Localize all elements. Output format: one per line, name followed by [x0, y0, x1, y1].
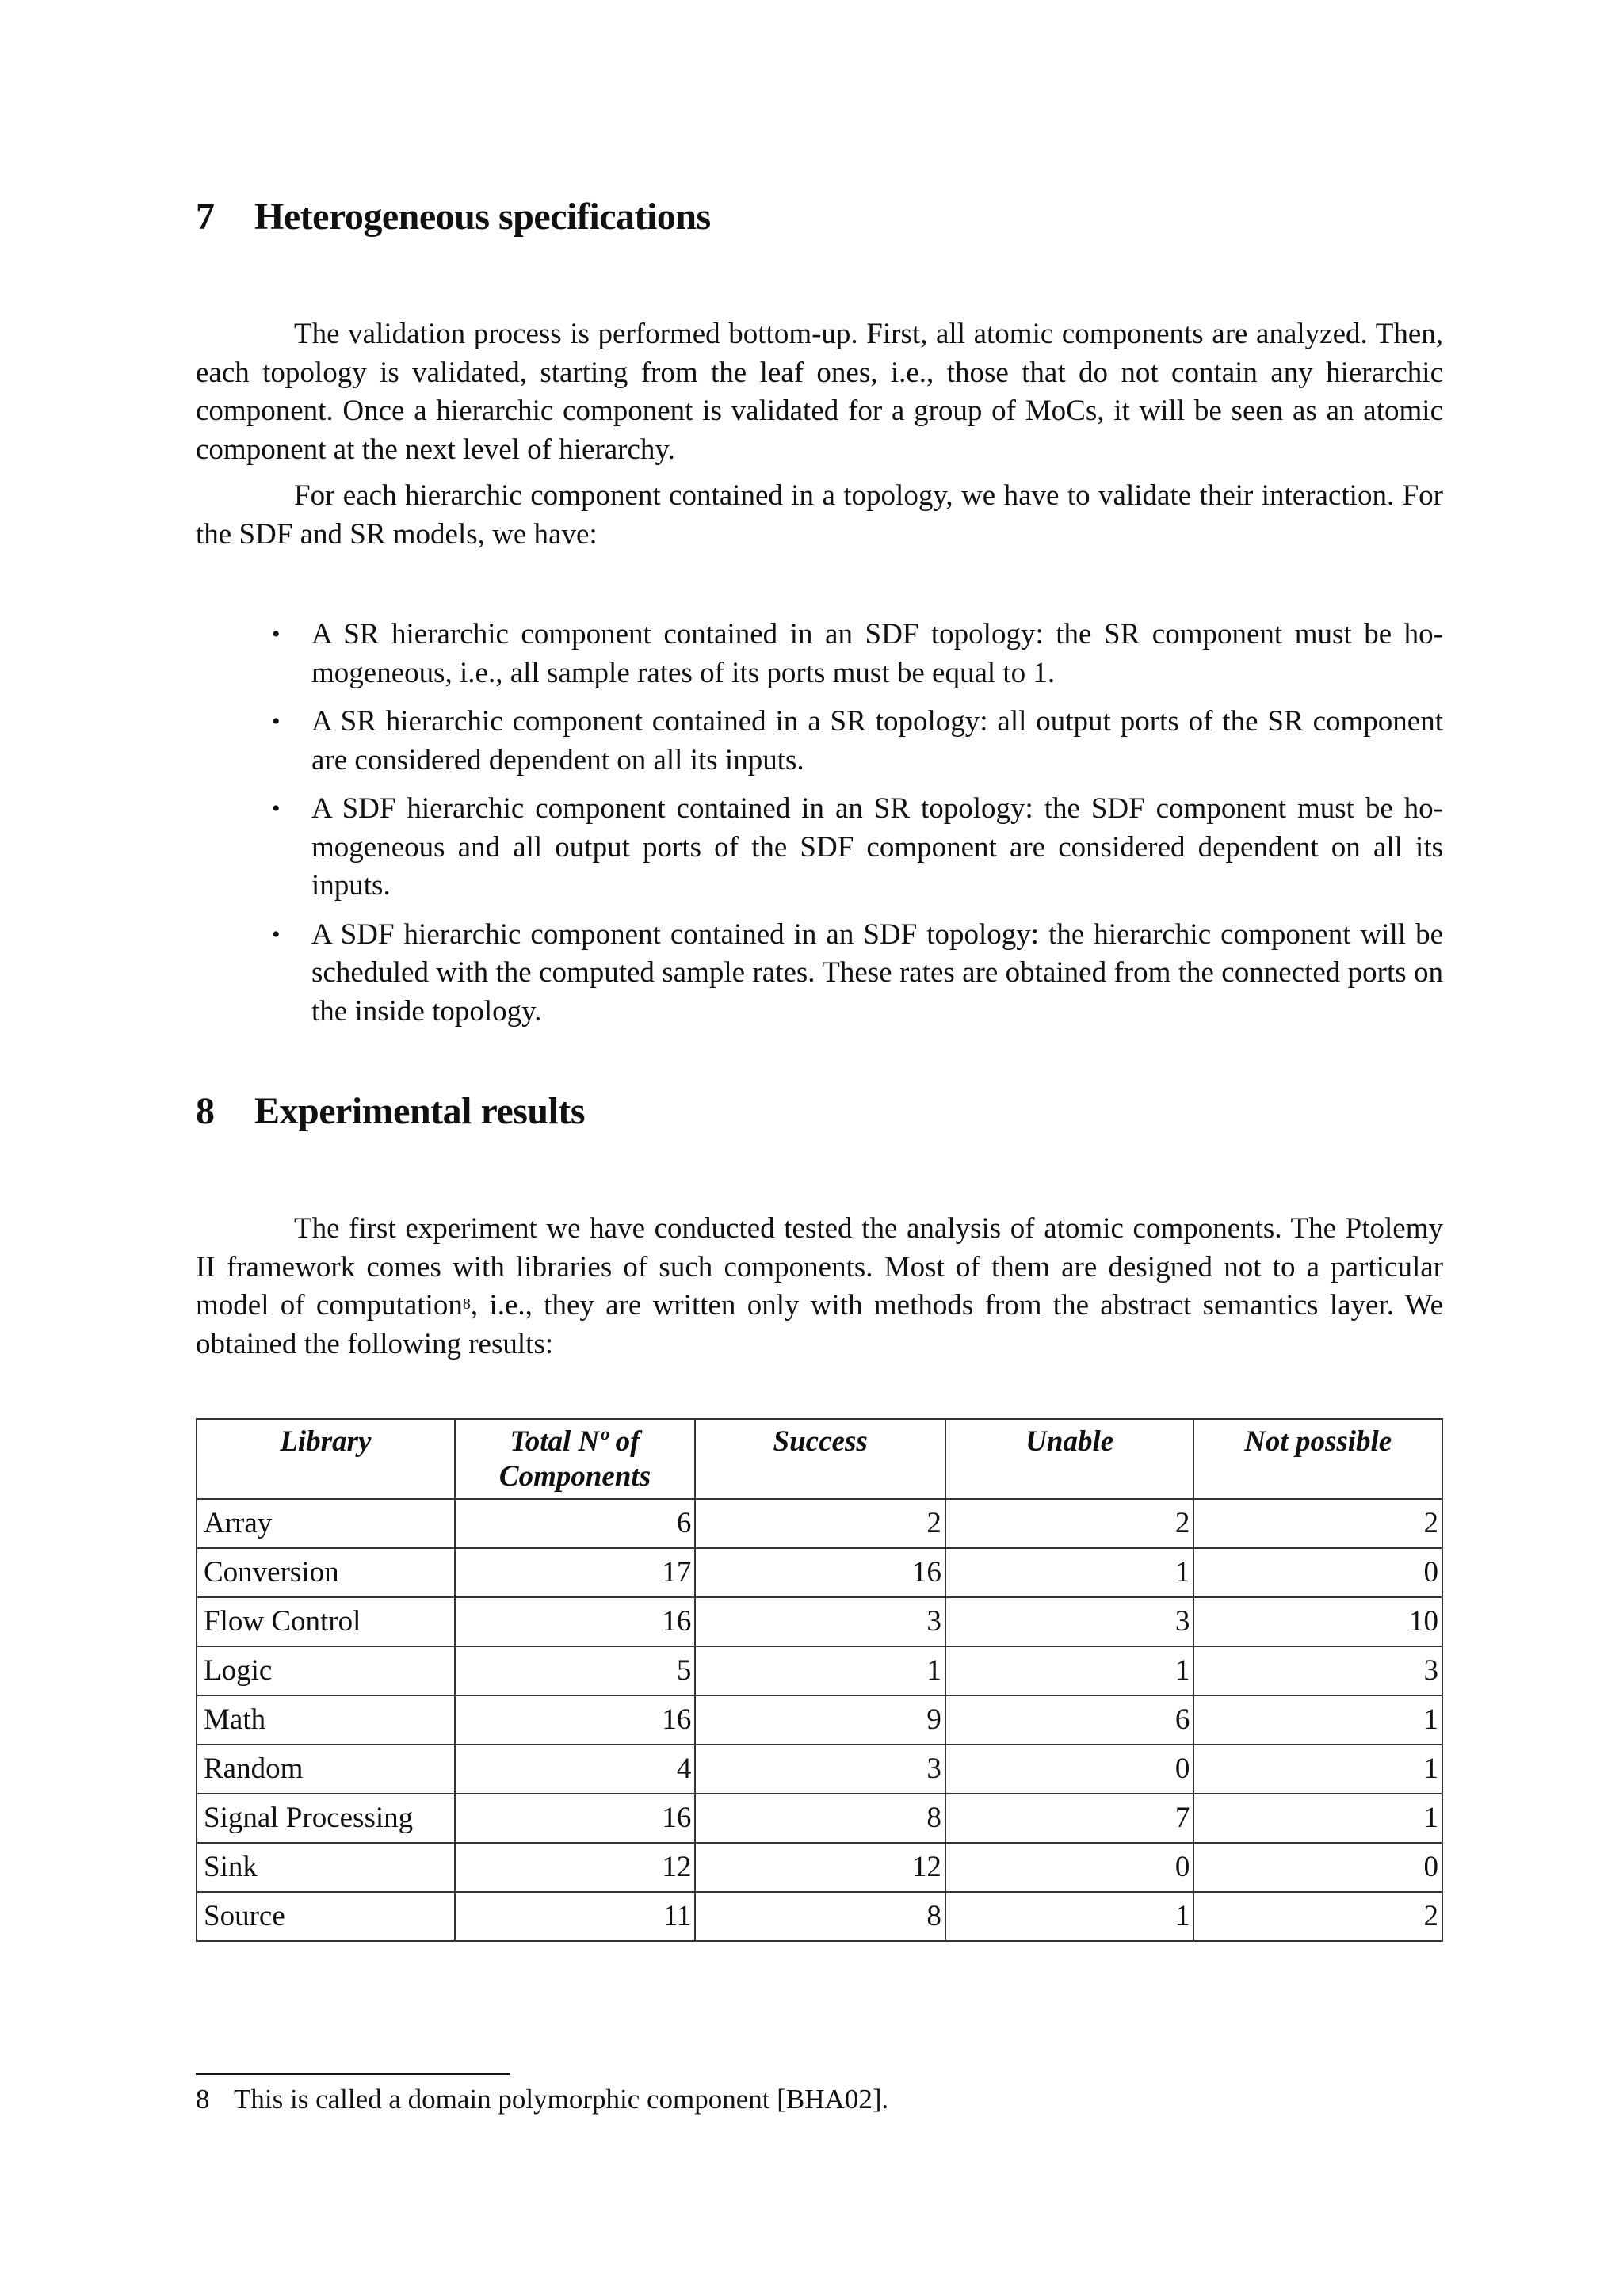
section-8-title: Experimental results: [254, 1090, 586, 1132]
footnote-number: 8: [196, 2084, 210, 2115]
cell-library: Flow Control: [197, 1597, 455, 1646]
footnote-divider: [196, 2073, 510, 2075]
cell-success: 1: [695, 1646, 945, 1695]
footnote: [196, 2081, 888, 2119]
section-7-title: Heterogeneous specifications: [254, 196, 711, 238]
list-item-text: A SR hierarchic component contained in a SR topology: all output ports of the SR component are considered dependent on all its inputs.: [311, 705, 1443, 776]
header-library: Library: [197, 1419, 455, 1499]
section-8-text-part1: The first experiment we have conducted tested the analysis of atomic components. The Ptolemy II framework comes with libraries of such components. Most of them are designed not to a particular model of computation: [196, 1212, 1443, 1322]
cell-total: 17: [455, 1548, 696, 1597]
cell-not-possible: 1: [1193, 1745, 1442, 1794]
header-not-possible: Not possible: [1193, 1419, 1442, 1499]
section-7-heading: [196, 195, 711, 238]
cell-library: Source: [197, 1892, 455, 1941]
cell-success: 9: [695, 1695, 945, 1745]
document-page: [196, 0, 1443, 2296]
interaction-rules-list: [196, 616, 1443, 1041]
cell-success: 3: [695, 1745, 945, 1794]
table-row: [197, 1843, 1442, 1892]
table-row: [197, 1794, 1442, 1843]
cell-not-possible: 1: [1193, 1794, 1442, 1843]
bullet-icon: •: [272, 921, 281, 948]
cell-unable: 6: [945, 1695, 1194, 1745]
cell-success: 12: [695, 1843, 945, 1892]
table-row: [197, 1892, 1442, 1941]
list-item: [196, 703, 1443, 780]
cell-not-possible: 0: [1193, 1843, 1442, 1892]
header-unable: Unable: [945, 1419, 1194, 1499]
list-item: [196, 790, 1443, 906]
cell-total: 16: [455, 1695, 696, 1745]
cell-total: 12: [455, 1843, 696, 1892]
cell-unable: 1: [945, 1646, 1194, 1695]
cell-total: 6: [455, 1499, 696, 1548]
section-7-paragraph-1: The validation process is performed bottom-up. First, all atomic components are analyzed. Then, each topology is validated, starting from the leaf ones, i.e., those that do not contain any hierarchic component. Once a hierarchic component is validated for a group of MoCs, it will be seen as an atomic component at the next level of hierarchy.: [196, 318, 1443, 466]
bullet-icon: •: [272, 621, 281, 647]
cell-not-possible: 10: [1193, 1597, 1442, 1646]
cell-not-possible: 3: [1193, 1646, 1442, 1695]
footnote-marker[interactable]: 8: [462, 1295, 471, 1313]
cell-total: 4: [455, 1745, 696, 1794]
cell-total: 11: [455, 1892, 696, 1941]
cell-not-possible: 0: [1193, 1548, 1442, 1597]
table-row: [197, 1646, 1442, 1695]
list-item-text: A SR hierarchic component contained in an SDF topology: the SR component must be homogeneous, i.e., all sample rates of its ports must be equal to 1.: [311, 618, 1443, 689]
cell-success: 16: [695, 1548, 945, 1597]
section-7-paragraph-2: For each hierarchic component contained in a topology, we have to validate their interaction. For the SDF and SR models, we have:: [196, 479, 1443, 551]
cell-not-possible: 2: [1193, 1499, 1442, 1548]
table-row: [197, 1745, 1442, 1794]
list-item: [196, 916, 1443, 1032]
cell-success: 8: [695, 1892, 945, 1941]
section-8-number: 8: [196, 1090, 215, 1132]
list-item: [196, 616, 1443, 692]
cell-unable: 1: [945, 1892, 1194, 1941]
header-total: Total Nº of Components: [455, 1419, 696, 1499]
cell-library: Random: [197, 1745, 455, 1794]
cell-library: Math: [197, 1695, 455, 1745]
cell-unable: 3: [945, 1597, 1194, 1646]
cell-library: Array: [197, 1499, 455, 1548]
cell-unable: 1: [945, 1548, 1194, 1597]
list-item-text: A SDF hierarchic component contained in an SDF topology: the hierarchic component will be scheduled with the computed sample rates. These rates are obtained from the connected ports on the inside topology.: [311, 917, 1443, 1028]
cell-not-possible: 1: [1193, 1695, 1442, 1745]
cell-total: 16: [455, 1794, 696, 1843]
section-8-paragraph: [196, 1210, 1443, 1363]
table-row: [197, 1695, 1442, 1745]
cell-library: Conversion: [197, 1548, 455, 1597]
footnote-text: This is called a domain polymorphic component [BHA02].: [234, 2084, 889, 2115]
cell-unable: 2: [945, 1499, 1194, 1548]
table-header-row: [197, 1419, 1442, 1499]
bullet-icon: •: [272, 708, 281, 734]
cell-unable: 0: [945, 1843, 1194, 1892]
cell-success: 2: [695, 1499, 945, 1548]
cell-library: Signal Processing: [197, 1794, 455, 1843]
table-row: [197, 1548, 1442, 1597]
table-row: [197, 1597, 1442, 1646]
cell-total: 5: [455, 1646, 696, 1695]
list-item-text: A SDF hierarchic component contained in an SR topology: the SDF component must be homogeneous and all output ports of the SDF component are considered dependent on all its inputs.: [311, 792, 1443, 902]
section-7-number: 7: [196, 196, 215, 238]
results-table: [196, 1418, 1443, 1942]
cell-library: Sink: [197, 1843, 455, 1892]
section-8-heading: [196, 1089, 585, 1133]
cell-library: Logic: [197, 1646, 455, 1695]
header-success: Success: [695, 1419, 945, 1499]
cell-not-possible: 2: [1193, 1892, 1442, 1941]
cell-unable: 7: [945, 1794, 1194, 1843]
table-row: [197, 1499, 1442, 1548]
cell-total: 16: [455, 1597, 696, 1646]
cell-unable: 0: [945, 1745, 1194, 1794]
cell-success: 8: [695, 1794, 945, 1843]
bullet-icon: •: [272, 795, 281, 822]
section-8-text-part2: , i.e., they are written only with methods from the abstract semantics layer. We obtained the following results:: [196, 1289, 1443, 1360]
cell-success: 3: [695, 1597, 945, 1646]
